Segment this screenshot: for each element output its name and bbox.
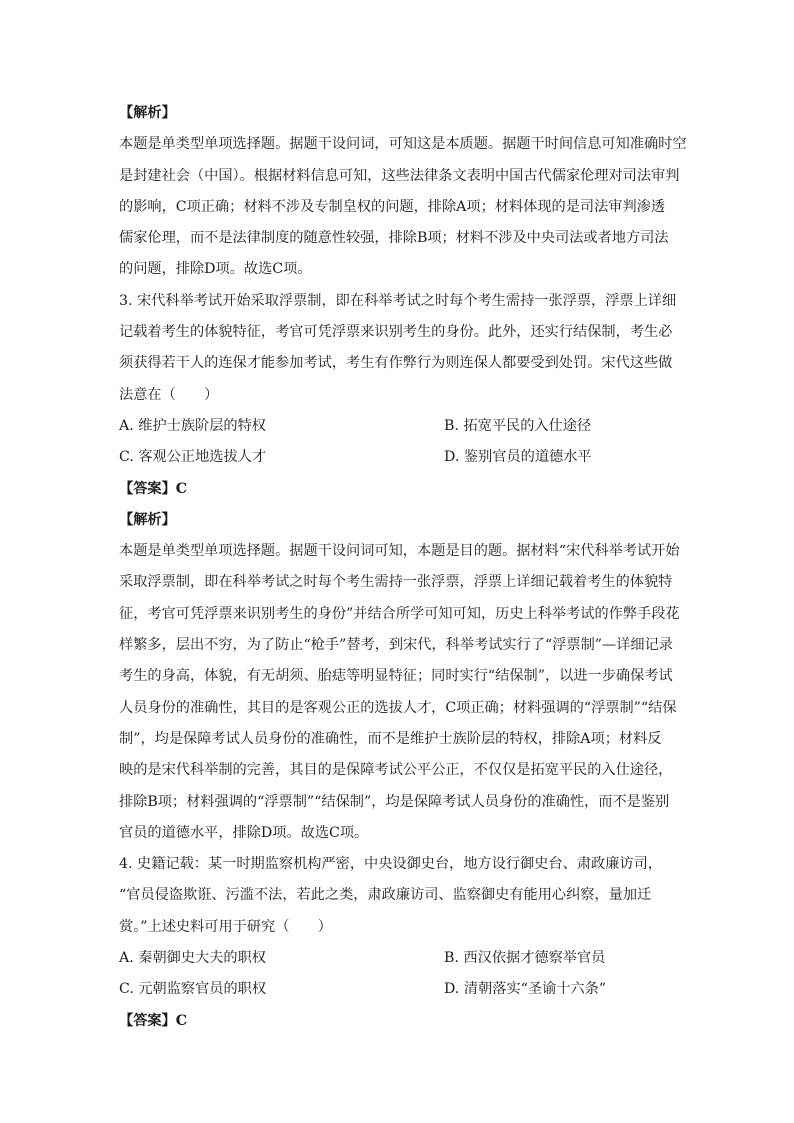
question-4-stem-line: 4. 史籍记载：某一时期监察机构严密，中央设御史台，地方设行御史台、肃政廉访司， <box>119 856 662 873</box>
question-4-stem-line: “官员侵盗欺诳、污滥不法，若此之类，肃政廉访司、监察御史有能用心纠察，量加迁 <box>119 887 652 904</box>
analysis-line: 本题是单类型单项选择题。据题干设问词，可知这是本质题。据题干时间信息可知准确时空 <box>119 136 687 153</box>
option-b: B. 拓宽平民的入仕途径 <box>444 417 592 434</box>
question-3-analysis-line: 采取浮票制，即在科举考试之时每个考生需持一张浮票，浮票上详细记载着考生的体貌特 <box>119 574 673 591</box>
option-c: C. 客观公正地选拔人才 <box>119 449 267 466</box>
question-3-analysis-line: 征，考官可凭浮票来识别考生的身份”并结合所学可知可知，历史上科举考试的作弊手段花 <box>119 605 680 622</box>
option-a: A. 维护士族阶层的特权 <box>119 417 266 434</box>
analysis-heading: 【解析】 <box>119 105 176 121</box>
question-3-analysis-line: 人员身份的准确性，其目的是客观公正的选拔人才，C项正确；材料强调的“浮票制”“结保 <box>119 699 677 716</box>
question-3-analysis-line: 制”，均是保障考试人员身份的准确性，而不是维护士族阶层的特权，排除A项；材料反 <box>119 730 662 747</box>
question-3-analysis-line: 样繁多，层出不穷，为了防止“枪手”替考，到宋代，科举考试实行了“浮票制”—详细记录 <box>119 637 673 654</box>
question-3-analysis-line: 排除B项；材料强调的“浮票制”“结保制”，均是保障考试人员身份的准确性，而不是鉴别 <box>119 793 670 810</box>
question-3-analysis-heading: 【解析】 <box>119 511 176 528</box>
question-3-options-row-2 <box>119 442 679 473</box>
question-3-stem-line: 法意在（ ） <box>119 386 219 403</box>
option-d: D. 鉴别官员的道德水平 <box>444 449 592 466</box>
analysis-line: 儒家伦理，而不是法律制度的随意性较强，排除B项；材料不涉及中央司法或者地方司法 <box>119 230 669 247</box>
question-3-analysis-line: 官员的道德水平，排除D项。故选C项。 <box>119 824 369 841</box>
question-3-analysis-line: 考生的身高，体貌，有无胡须、胎痣等明显特征；同时实行“结保制”，以进一步确保考试 <box>119 668 673 685</box>
option-d: D. 清朝落实“圣谕十六条” <box>444 981 607 998</box>
question-4-stem-line: 赏。”上述史料可用于研究（ ） <box>119 918 332 935</box>
question-3-analysis-line: 映的是宋代科举制的完善，其目的是保障考试公平公正，不仅仅是拓宽平民的入仕途径， <box>119 762 673 779</box>
question-3-stem-line: 3. 宋代科举考试开始采取浮票制，即在科举考试之时每个考生需持一张浮票，浮票上详细 <box>119 292 677 309</box>
question-3-stem-line: 须获得若干人的连保才能参加考试，考生有作弊行为则连保人都要受到处罚。宋代这些做 <box>119 355 673 372</box>
question-3-analysis-line: 本题是单类型单项选择题。据题干设问词可知，本题是目的题。据材料“宋代科举考试开始 <box>119 543 680 560</box>
question-4-answer: 【答案】C <box>119 1012 188 1029</box>
option-c: C. 元朝监察官员的职权 <box>119 981 267 998</box>
question-3-options-row-1 <box>119 411 679 442</box>
document-page <box>119 98 687 1037</box>
option-b: B. 西汉依据才德察举官员 <box>444 950 606 967</box>
question-3-stem-line: 记载着考生的体貌特征，考官可凭浮票来识别考生的身份。此外，还实行结保制，考生必 <box>119 324 673 341</box>
analysis-line: 是封建社会（中国）。根据材料信息可知，这些法律条文表明中国古代儒家伦理对司法审判 <box>119 167 680 184</box>
question-3-answer: 【答案】C <box>119 480 188 497</box>
question-4-options-row-1 <box>119 943 679 974</box>
question-4-options-row-2 <box>119 974 679 1005</box>
analysis-line: 的影响，C项正确；材料不涉及专制皇权的问题，排除A项；材料体现的是司法审判渗透 <box>119 198 666 215</box>
option-a: A. 秦朝御史大夫的职权 <box>119 950 266 967</box>
analysis-line: 的问题，排除D项。故选C项。 <box>119 261 312 278</box>
